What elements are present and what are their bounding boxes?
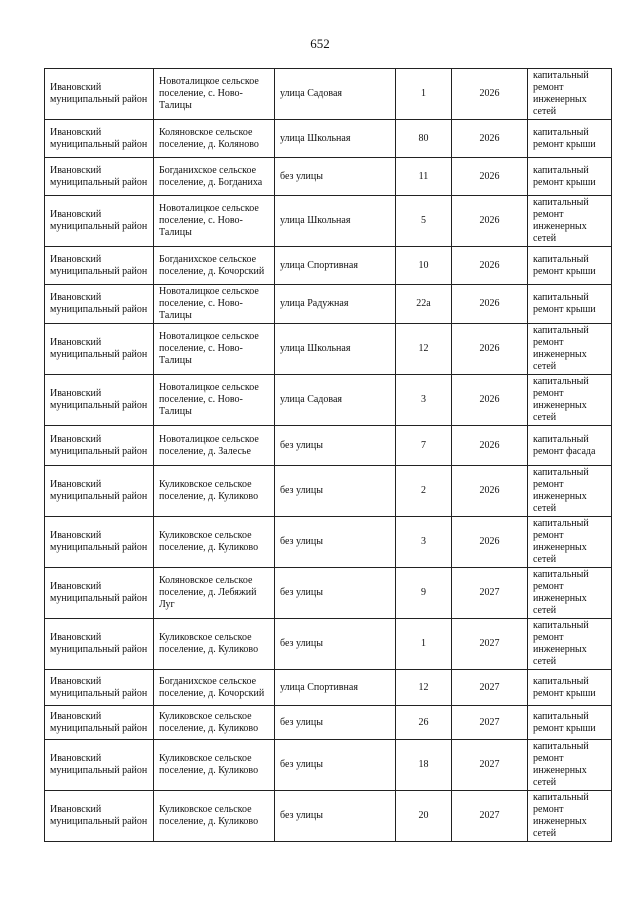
year-cell: 2026 — [452, 324, 528, 375]
work-type-cell: капитальный ремонт крыши — [528, 158, 612, 196]
table-row — [45, 791, 612, 842]
work-type-cell: капитальный ремонт крыши — [528, 706, 612, 740]
year-cell: 2026 — [452, 285, 528, 324]
street-cell: без улицы — [275, 619, 396, 670]
settlement-cell: Куликовское сельское поселение, д. Куликово — [154, 740, 275, 791]
year-cell: 2026 — [452, 517, 528, 568]
house-number-cell: 20 — [396, 791, 452, 842]
street-cell: без улицы — [275, 426, 396, 466]
work-type-cell: капитальный ремонт фасада — [528, 426, 612, 466]
year-cell: 2026 — [452, 120, 528, 158]
district-cell: Ивановский муниципальный район — [45, 69, 154, 120]
street-cell: улица Спортивная — [275, 670, 396, 706]
table-row — [45, 285, 612, 324]
house-number-cell: 5 — [396, 196, 452, 247]
house-number-cell: 12 — [396, 324, 452, 375]
district-cell: Ивановский муниципальный район — [45, 120, 154, 158]
year-cell: 2027 — [452, 568, 528, 619]
table-row — [45, 670, 612, 706]
street-cell: улица Радужная — [275, 285, 396, 324]
work-type-cell: капитальный ремонт крыши — [528, 247, 612, 285]
district-cell: Ивановский муниципальный район — [45, 324, 154, 375]
table-row — [45, 740, 612, 791]
district-cell: Ивановский муниципальный район — [45, 158, 154, 196]
work-type-cell: капитальный ремонт инженерных сетей — [528, 740, 612, 791]
table-row — [45, 375, 612, 426]
settlement-cell: Новоталицкое сельское поселение, с. Ново-Талицы — [154, 324, 275, 375]
year-cell: 2027 — [452, 706, 528, 740]
house-number-cell: 3 — [396, 517, 452, 568]
work-type-cell: капитальный ремонт инженерных сетей — [528, 324, 612, 375]
year-cell: 2026 — [452, 69, 528, 120]
settlement-cell: Куликовское сельское поселение, д. Куликово — [154, 791, 275, 842]
street-cell: улица Школьная — [275, 324, 396, 375]
street-cell: улица Садовая — [275, 375, 396, 426]
settlement-cell: Куликовское сельское поселение, д. Куликово — [154, 619, 275, 670]
settlement-cell: Новоталицкое сельское поселение, с. Ново-Талицы — [154, 375, 275, 426]
settlement-cell: Новоталицкое сельское поселение, с. Ново-Талицы — [154, 285, 275, 324]
work-type-cell: капитальный ремонт инженерных сетей — [528, 791, 612, 842]
house-number-cell: 3 — [396, 375, 452, 426]
district-cell: Ивановский муниципальный район — [45, 247, 154, 285]
table-row — [45, 466, 612, 517]
table-row — [45, 324, 612, 375]
table-row — [45, 158, 612, 196]
work-type-cell: капитальный ремонт инженерных сетей — [528, 568, 612, 619]
year-cell: 2026 — [452, 466, 528, 517]
table-body — [45, 69, 612, 842]
table-row — [45, 568, 612, 619]
district-cell: Ивановский муниципальный район — [45, 466, 154, 517]
work-type-cell: капитальный ремонт инженерных сетей — [528, 466, 612, 517]
work-type-cell: капитальный ремонт инженерных сетей — [528, 375, 612, 426]
district-cell: Ивановский муниципальный район — [45, 517, 154, 568]
house-number-cell: 7 — [396, 426, 452, 466]
work-type-cell: капитальный ремонт инженерных сетей — [528, 517, 612, 568]
year-cell: 2026 — [452, 426, 528, 466]
work-type-cell: капитальный ремонт инженерных сетей — [528, 69, 612, 120]
district-cell: Ивановский муниципальный район — [45, 375, 154, 426]
street-cell: улица Спортивная — [275, 247, 396, 285]
year-cell: 2026 — [452, 375, 528, 426]
table-row — [45, 426, 612, 466]
settlement-cell: Коляновское сельское поселение, д. Лебяжий Луг — [154, 568, 275, 619]
street-cell: без улицы — [275, 517, 396, 568]
street-cell: улица Школьная — [275, 196, 396, 247]
settlement-cell: Новоталицкое сельское поселение, с. Ново-Талицы — [154, 196, 275, 247]
work-type-cell: капитальный ремонт крыши — [528, 285, 612, 324]
year-cell: 2027 — [452, 619, 528, 670]
year-cell: 2026 — [452, 247, 528, 285]
year-cell: 2027 — [452, 791, 528, 842]
table-row — [45, 247, 612, 285]
street-cell: улица Школьная — [275, 120, 396, 158]
district-cell: Ивановский муниципальный район — [45, 619, 154, 670]
street-cell: улица Садовая — [275, 69, 396, 120]
table-row — [45, 619, 612, 670]
work-type-cell: капитальный ремонт крыши — [528, 120, 612, 158]
street-cell: без улицы — [275, 466, 396, 517]
settlement-cell: Новоталицкое сельское поселение, д. Залесье — [154, 426, 275, 466]
district-cell: Ивановский муниципальный район — [45, 196, 154, 247]
settlement-cell: Коляновское сельское поселение, д. Коляново — [154, 120, 275, 158]
street-cell: без улицы — [275, 568, 396, 619]
house-number-cell: 2 — [396, 466, 452, 517]
table-row — [45, 517, 612, 568]
year-cell: 2026 — [452, 196, 528, 247]
district-cell: Ивановский муниципальный район — [45, 670, 154, 706]
district-cell: Ивановский муниципальный район — [45, 426, 154, 466]
settlement-cell: Куликовское сельское поселение, д. Куликово — [154, 706, 275, 740]
work-type-cell: капитальный ремонт инженерных сетей — [528, 196, 612, 247]
house-number-cell: 80 — [396, 120, 452, 158]
work-type-cell: капитальный ремонт инженерных сетей — [528, 619, 612, 670]
settlement-cell: Новоталицкое сельское поселение, с. Ново-Талицы — [154, 69, 275, 120]
settlement-cell: Богданихское сельское поселение, д. Кочорский — [154, 247, 275, 285]
house-number-cell: 1 — [396, 619, 452, 670]
street-cell: без улицы — [275, 740, 396, 791]
year-cell: 2027 — [452, 670, 528, 706]
settlement-cell: Богданихское сельское поселение, д. Кочорский — [154, 670, 275, 706]
settlement-cell: Богданихское сельское поселение, д. Богданиха — [154, 158, 275, 196]
street-cell: без улицы — [275, 791, 396, 842]
district-cell: Ивановский муниципальный район — [45, 740, 154, 791]
table-row — [45, 69, 612, 120]
house-number-cell: 18 — [396, 740, 452, 791]
house-number-cell: 9 — [396, 568, 452, 619]
district-cell: Ивановский муниципальный район — [45, 568, 154, 619]
settlement-cell: Куликовское сельское поселение, д. Куликово — [154, 517, 275, 568]
house-number-cell: 11 — [396, 158, 452, 196]
house-number-cell: 12 — [396, 670, 452, 706]
work-type-cell: капитальный ремонт крыши — [528, 670, 612, 706]
house-number-cell: 1 — [396, 69, 452, 120]
street-cell: без улицы — [275, 158, 396, 196]
table-row — [45, 120, 612, 158]
district-cell: Ивановский муниципальный район — [45, 706, 154, 740]
street-cell: без улицы — [275, 706, 396, 740]
house-number-cell: 22а — [396, 285, 452, 324]
house-number-cell: 10 — [396, 247, 452, 285]
settlement-cell: Куликовское сельское поселение, д. Куликово — [154, 466, 275, 517]
page-number: 652 — [310, 36, 330, 51]
year-cell: 2027 — [452, 740, 528, 791]
house-number-cell: 26 — [396, 706, 452, 740]
housing-repair-table — [44, 68, 612, 842]
district-cell: Ивановский муниципальный район — [45, 285, 154, 324]
year-cell: 2026 — [452, 158, 528, 196]
table-row — [45, 706, 612, 740]
district-cell: Ивановский муниципальный район — [45, 791, 154, 842]
table-row — [45, 196, 612, 247]
